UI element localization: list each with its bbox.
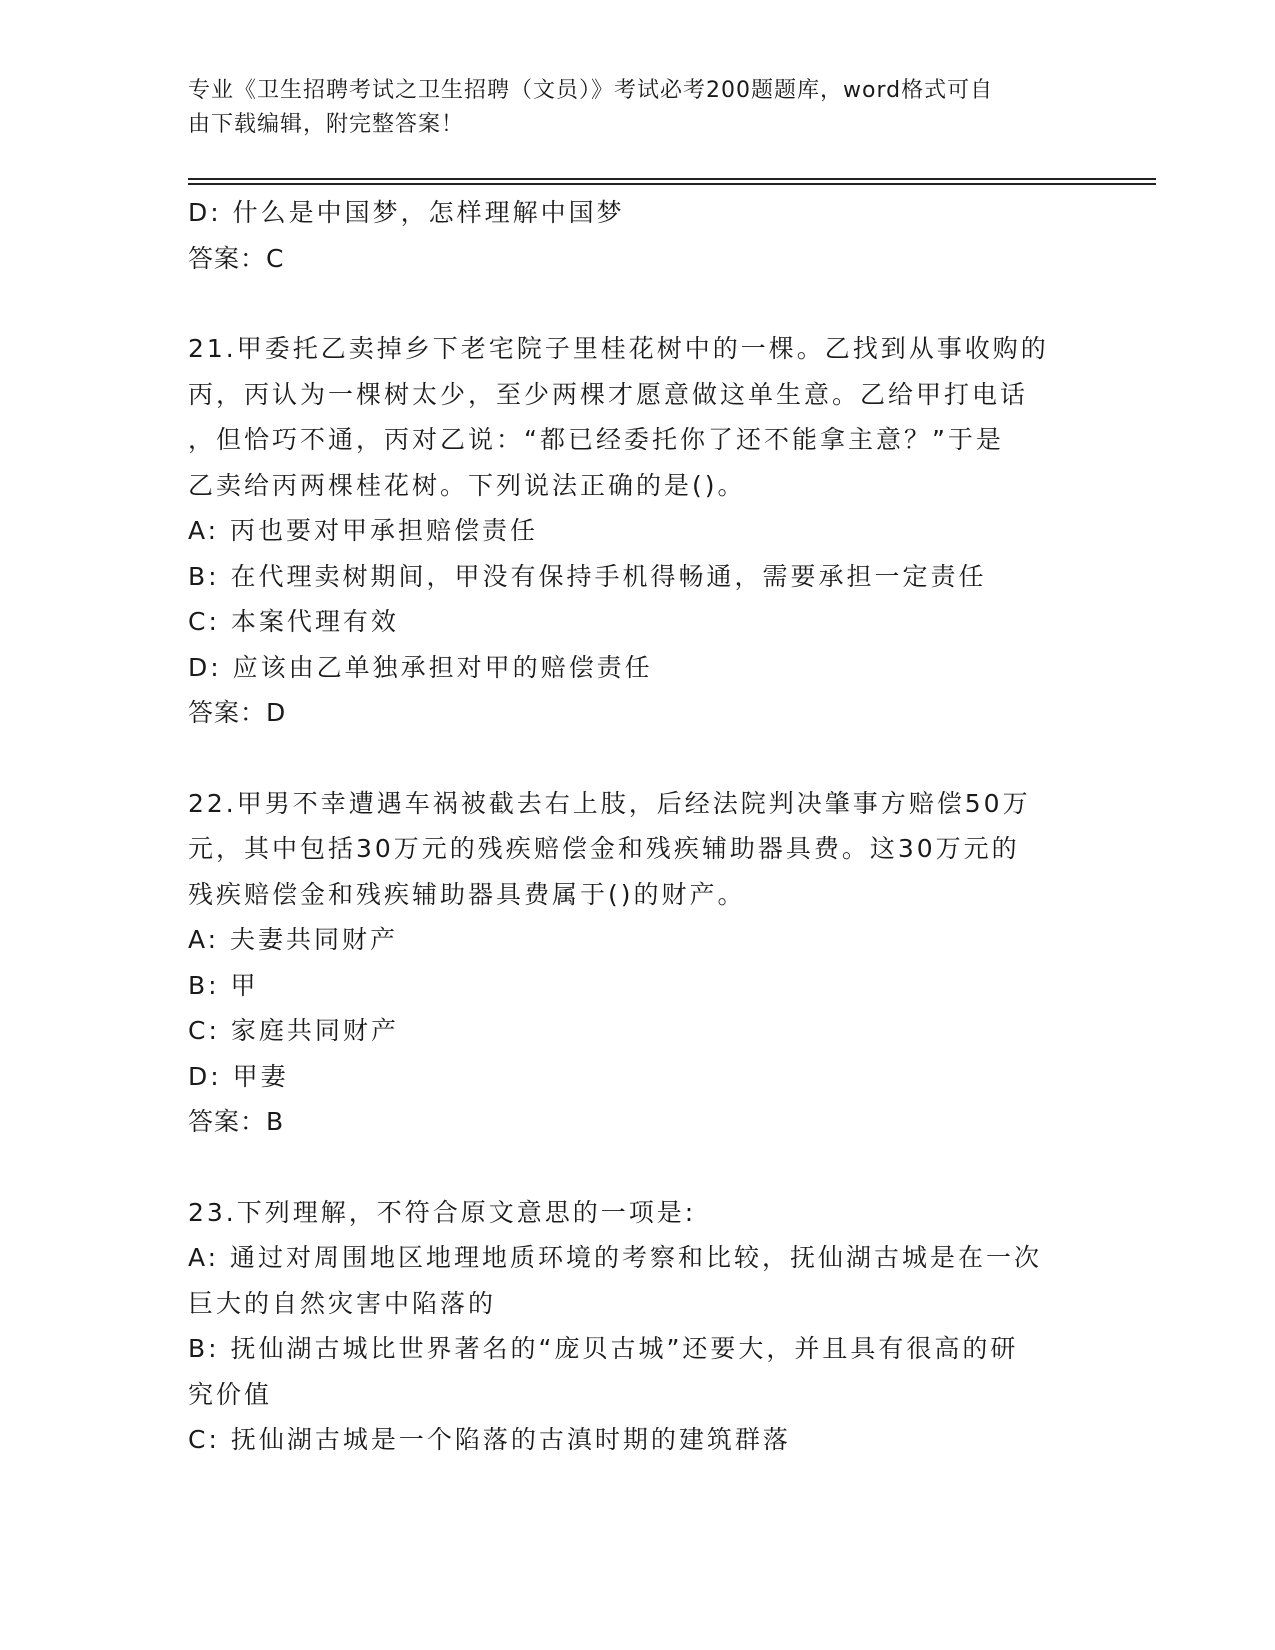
question-22-stem-line: 22.甲男不幸遭遇车祸被截去右上肢，后经法院判决肇事方赔偿50万 <box>188 788 1031 818</box>
document-body <box>188 190 1088 1463</box>
header-divider-bottom <box>188 183 1156 185</box>
header-title-line-2: 由下载编辑，附完整答案！ <box>188 112 465 137</box>
question-23-option-b: B: 抚仙湖古城比世界著名的“庞贝古城”还要大，并且具有很高的研 <box>188 1334 1019 1363</box>
question-22-option-d: D: 甲妻 <box>188 1061 289 1091</box>
question-21-stem-line: 丙，丙认为一棵树太少，至少两棵才愿意做这单生意。乙给甲打电话 <box>188 379 1029 409</box>
question-23 <box>188 1190 1088 1463</box>
question-21-answer: 答案：D <box>188 698 287 727</box>
question-22-option-a: A: 夫妻共同财产 <box>188 925 399 954</box>
question-23-option-c: C: 抚仙湖古城是一个陷落的古滇时期的建筑群落 <box>188 1425 791 1454</box>
header-title-line-1: 专业《卫生招聘考试之卫生招聘（文员）》考试必考200题题库，word格式可自 <box>188 78 994 103</box>
header-divider-top <box>188 178 1156 180</box>
spacer <box>188 281 1088 326</box>
question-21-option-c: C: 本案代理有效 <box>188 607 399 636</box>
question-22-answer: 答案：B <box>188 1107 285 1136</box>
question-23-option-b-cont: 究价值 <box>188 1379 273 1409</box>
question-23-option-a-cont: 巨大的自然灾害中陷落的 <box>188 1288 497 1318</box>
question-21-option-b: B: 在代理卖树期间，甲没有保持手机得畅通，需要承担一定责任 <box>188 561 987 591</box>
prev-answer: 答案：C <box>188 243 285 273</box>
spacer <box>188 736 1088 781</box>
question-21-stem-line: ，但恰巧不通，丙对乙说：“都已经委托你了还不能拿主意？”于是 <box>188 425 1004 454</box>
question-22 <box>188 781 1088 1145</box>
question-21-stem-line: 21.甲委托乙卖掉乡下老宅院子里桂花树中的一棵。乙找到从事收购的 <box>188 334 1049 363</box>
question-23-stem-line: 23.下列理解，不符合原文意思的一项是: <box>188 1197 697 1227</box>
question-21-option-d: D: 应该由乙单独承担对甲的赔偿责任 <box>188 652 653 682</box>
spacer <box>188 1145 1088 1190</box>
question-22-option-b: B: 甲 <box>188 970 259 1000</box>
question-22-stem-line: 残疾赔偿金和残疾辅助器具费属于()的财产。 <box>188 879 746 909</box>
document-header <box>188 74 1068 142</box>
question-22-stem-line: 元，其中包括30万元的残疾赔偿金和残疾辅助器具费。这30万元的 <box>188 834 1020 863</box>
prev-option-d: D: 什么是中国梦，怎样理解中国梦 <box>188 198 625 227</box>
question-21 <box>188 326 1088 736</box>
question-22-option-c: C: 家庭共同财产 <box>188 1016 399 1045</box>
question-21-option-a: A: 丙也要对甲承担赔偿责任 <box>188 516 539 545</box>
question-21-stem-line: 乙卖给丙两棵桂花树。下列说法正确的是()。 <box>188 470 746 500</box>
question-23-option-a: A: 通过对周围地区地理地质环境的考察和比较，抚仙湖古城是在一次 <box>188 1243 1043 1272</box>
